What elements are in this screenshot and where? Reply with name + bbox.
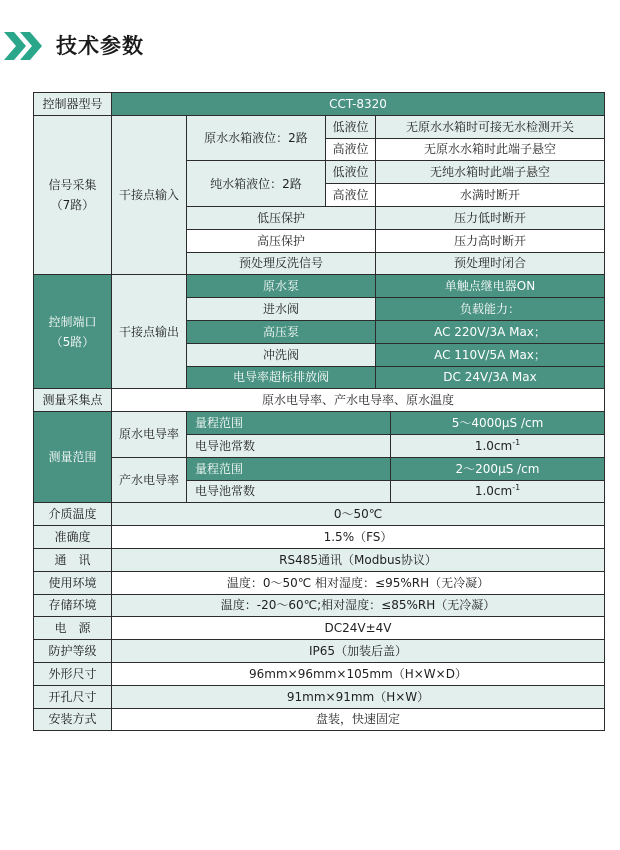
control-item: 进水阀	[187, 298, 376, 321]
raw-tank-level: 原水水箱液位：2路	[187, 115, 326, 161]
control-item: 冲洗阀	[187, 343, 376, 366]
signal-group-label: 信号采集	[48, 178, 97, 193]
signal-group-cell	[34, 115, 112, 275]
row-spec	[34, 617, 605, 640]
page-title: 技术参数	[56, 34, 144, 58]
row-spec	[34, 708, 605, 731]
control-desc: AC 110V/5A Max；	[376, 343, 605, 366]
spec-value: IP65（加装后盖）	[112, 640, 605, 663]
control-type: 干接点输出	[112, 275, 187, 389]
spec-label: 存储环境	[34, 594, 112, 617]
prod-cell-label: 电导池常数	[187, 480, 391, 503]
spec-label: 介质温度	[34, 503, 112, 526]
spec-table	[33, 92, 605, 731]
low-pressure: 低压保护	[187, 206, 376, 229]
raw-cell-label: 电导池常数	[187, 434, 391, 457]
high-pressure-desc: 压力高时断开	[376, 229, 605, 252]
signal-type: 干接点输入	[112, 115, 187, 275]
prod-range-label: 量程范围	[187, 457, 391, 480]
measure-range-label: 测量范围	[34, 412, 112, 503]
measure-points-value: 原水电导率、产水电导率、原水温度	[112, 389, 605, 412]
control-group-count: （5路）	[50, 334, 95, 349]
row-spec	[34, 571, 605, 594]
row-range-3	[34, 457, 605, 480]
backwash-desc: 预处理时闭合	[376, 252, 605, 275]
pure-low-desc: 无纯水箱时此端子悬空	[376, 161, 605, 184]
model-label: 控制器型号	[34, 93, 112, 116]
control-desc: AC 220V/3A Max；	[376, 320, 605, 343]
prod-cell-value: $1.0cm^{-1}$	[391, 480, 605, 503]
spec-label: 准确度	[34, 526, 112, 549]
row-spec	[34, 662, 605, 685]
row-signal-1	[34, 115, 605, 138]
control-group-label: 控制端口	[48, 314, 97, 329]
pure-high-level: 高液位	[326, 184, 376, 207]
spec-label: 电 源	[34, 617, 112, 640]
row-range-1	[34, 412, 605, 435]
raw-low-level: 低液位	[326, 115, 376, 138]
spec-value: 0～50℃	[112, 503, 605, 526]
raw-low-desc: 无原水水箱时可接无水检测开关	[376, 115, 605, 138]
raw-conductivity: 原水电导率	[112, 412, 187, 458]
row-spec	[34, 685, 605, 708]
chevron-right-icon	[18, 32, 44, 60]
row-model	[34, 93, 605, 116]
high-pressure: 高压保护	[187, 229, 376, 252]
row-spec	[34, 526, 605, 549]
low-pressure-desc: 压力低时断开	[376, 206, 605, 229]
spec-value: 96mm×96mm×105mm（H×W×D）	[112, 662, 605, 685]
spec-value: 温度：-20～60℃;相对湿度：≤85%RH（无冷凝）	[112, 594, 605, 617]
spec-label: 防护等级	[34, 640, 112, 663]
raw-cell-value: $1.0cm^{-1}$	[391, 434, 605, 457]
signal-group-count: （7路）	[50, 198, 95, 213]
spec-value: 温度：0～50℃ 相对湿度：≤95%RH（无冷凝）	[112, 571, 605, 594]
control-item: 原水泵	[187, 275, 376, 298]
row-spec	[34, 503, 605, 526]
control-item: 高压泵	[187, 320, 376, 343]
pure-high-desc: 水满时断开	[376, 184, 605, 207]
row-spec	[34, 640, 605, 663]
control-desc: DC 24V/3A Max	[376, 366, 605, 389]
row-measure-points	[34, 389, 605, 412]
control-desc: 单触点继电器ON	[376, 275, 605, 298]
row-spec	[34, 594, 605, 617]
pure-tank-level: 纯水箱液位：2路	[187, 161, 326, 207]
spec-label: 通 讯	[34, 548, 112, 571]
prod-range-value: 2～200μS /cm	[391, 457, 605, 480]
spec-label: 开孔尺寸	[34, 685, 112, 708]
spec-value: 1.5%（FS）	[112, 526, 605, 549]
control-desc: 负载能力：	[376, 298, 605, 321]
spec-value: 91mm×91mm（H×W）	[112, 685, 605, 708]
backwash-signal: 预处理反洗信号	[187, 252, 376, 275]
control-item: 电导率超标排放阀	[187, 366, 376, 389]
control-group-cell	[34, 275, 112, 389]
raw-high-desc: 无原水水箱时此端子悬空	[376, 138, 605, 161]
raw-high-level: 高液位	[326, 138, 376, 161]
row-control-1	[34, 275, 605, 298]
raw-range-value: 5～4000μS /cm	[391, 412, 605, 435]
product-conductivity: 产水电导率	[112, 457, 187, 503]
row-spec	[34, 548, 605, 571]
spec-label: 外形尺寸	[34, 662, 112, 685]
spec-value: DC24V±4V	[112, 617, 605, 640]
spec-label: 安装方式	[34, 708, 112, 731]
spec-value: 盘装，快速固定	[112, 708, 605, 731]
pure-low-level: 低液位	[326, 161, 376, 184]
model-value: CCT-8320	[112, 93, 605, 116]
raw-range-label: 量程范围	[187, 412, 391, 435]
spec-label: 使用环境	[34, 571, 112, 594]
section-header	[0, 30, 620, 64]
spec-value: RS485通讯（Modbus协议）	[112, 548, 605, 571]
measure-points-label: 测量采集点	[34, 389, 112, 412]
